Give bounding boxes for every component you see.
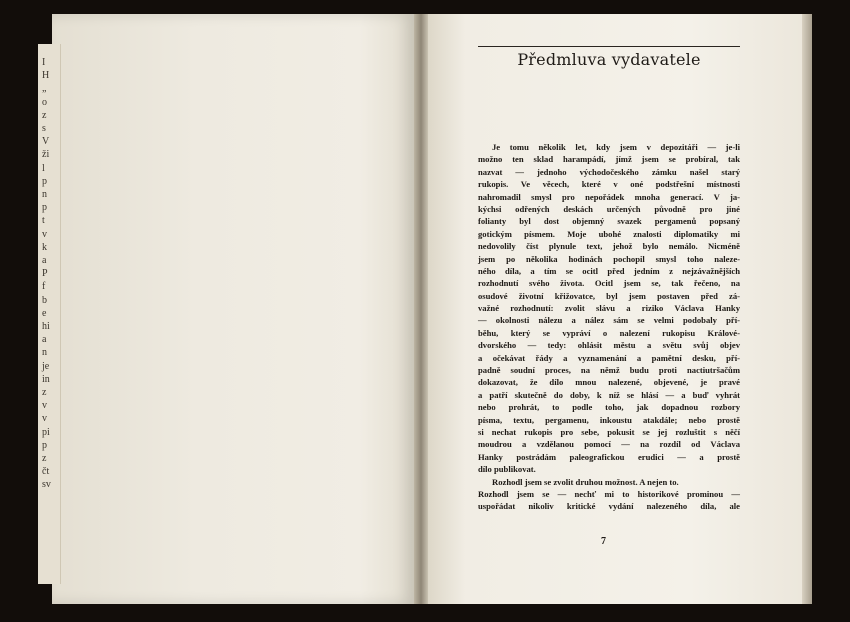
previous-page-edge [38, 44, 61, 584]
edge-char: z [42, 109, 47, 121]
edge-char: v [42, 413, 47, 425]
edge-char: v [42, 400, 47, 412]
text-line: Je tomu několik let, kdy jsem v depozitáři — je-li [492, 142, 740, 152]
body-text [478, 141, 740, 513]
text-line: běhu, který se vypráví o nalezení rukopisu Králové- [478, 327, 740, 338]
page-title: Předmluva vydavatele [517, 50, 701, 69]
edge-char: o [42, 96, 47, 108]
edge-char: in [42, 373, 50, 385]
text-line: folianty byl dost objemný svazek pergamenů popsaný [478, 216, 740, 227]
edge-char: H [42, 70, 50, 82]
text-line: nedovolily číst plynule text, jehož bylo nemálo. Nicméně [478, 241, 740, 252]
text-line: jsem po několika hodinách pochopil smysl toho naleze- [478, 253, 740, 264]
edge-char: čt [42, 466, 50, 478]
text-line: uspořádat nikoliv kritické vydání nalezeného díla, ale [478, 501, 740, 512]
text-line: Rozhodl jsem se — nechť mi to historikové prominou — [478, 488, 740, 499]
edge-char: b [42, 294, 47, 306]
edge-char: je [42, 360, 50, 372]
edge-char: ži [42, 149, 50, 161]
edge-char: e [42, 307, 47, 319]
left-page [52, 14, 414, 604]
text-line: dílo publikovat. [478, 464, 536, 475]
edge-char: z [42, 453, 47, 464]
text-line: si nechat rukopis pro sebe, pokusit se jej rozluštit s něčí [478, 426, 740, 437]
text-line: a očekávat řády a vyznamenání a pamětní desku, pří- [478, 352, 740, 363]
edge-char: f [42, 281, 46, 293]
edge-char: pi [42, 426, 50, 438]
text-line: važné rozhodnutí: zvolit slávu a riziko Václava Hanky [478, 303, 740, 314]
book-gutter [414, 14, 428, 604]
edge-char: l [42, 162, 45, 174]
edge-char: p [42, 175, 47, 187]
edge-char: p [42, 439, 47, 451]
text-line: dokazovat, že dílo mnou nalezené, objevené, je pravé [478, 377, 740, 388]
text-line: padně soudní proces, na němž budu proti nactiutršačům [478, 365, 740, 376]
text-line: kýchsi odřených deskách určených původně pro jiné [478, 203, 740, 214]
text-line: Hanky postrádám paleografickou erudici — a prostě [478, 451, 740, 462]
text-line: nahromadil smysl pro nepořádek mnoha generací. V ja- [478, 191, 740, 202]
edge-char: V [42, 136, 50, 148]
edge-char: k [42, 241, 47, 253]
edge-char: P [42, 268, 48, 280]
title-rule [478, 46, 740, 47]
text-line: rukopis. Ve věcech, které v oné podstřešní místnosti [478, 179, 740, 190]
edge-char: n [42, 189, 47, 200]
text-line: ného díla, a tím se ocitl před jedním z nejzávažnějších [478, 265, 740, 276]
text-line: možno ten sklad harampádí, jímž jsem se probíral, tak [478, 154, 740, 165]
edge-char: a [42, 334, 47, 346]
edge-char: I [42, 57, 46, 68]
text-line: nebo prohrát, to podle toho, jak dopadnou rozbory [478, 402, 740, 413]
edge-char: sv [42, 479, 51, 491]
edge-char: p [42, 202, 47, 214]
edge-char: n [42, 347, 47, 359]
edge-char: s [42, 123, 46, 134]
text-line: rozhodnutí svého života. Ocitl jsem se, tak řečeno, na [478, 278, 740, 289]
text-line: nazvat — jednoho východočeského zámku našel starý [478, 166, 740, 177]
edge-char: z [42, 387, 47, 398]
text-line: písma, textu, pergamenu, inkoustu atakdále; nebo prostě [478, 414, 740, 425]
edge-char: v [42, 228, 47, 240]
page-number: 7 [601, 536, 606, 547]
edge-char: hi [42, 321, 50, 332]
text-line: osudové životní křižovatce, byl jsem postaven před zá- [478, 290, 740, 301]
text-line: — okolnosti nálezu a nález sám se velmi podobaly pří- [478, 315, 740, 326]
text-line: dvorského — tedy: ohlásit městu a světu svůj objev [478, 340, 740, 351]
edge-char: t [42, 215, 45, 227]
text-line: Rozhodl jsem se zvolit druhou možnost. A nejen to. [492, 476, 679, 487]
edge-char: „ [42, 83, 47, 95]
text-line: moudrou a vzdělanou pomocí — na rozdíl od Václava [478, 439, 740, 450]
edge-char: a [42, 255, 47, 266]
page-edges [802, 14, 812, 604]
text-line: a patří skutečně do doby, k níž se hlásí — a buď vyhrát [478, 389, 740, 400]
text-line: gotickým písmem. Moje ubohé znalosti diplomatiky mi [478, 228, 740, 239]
right-page [428, 14, 802, 604]
